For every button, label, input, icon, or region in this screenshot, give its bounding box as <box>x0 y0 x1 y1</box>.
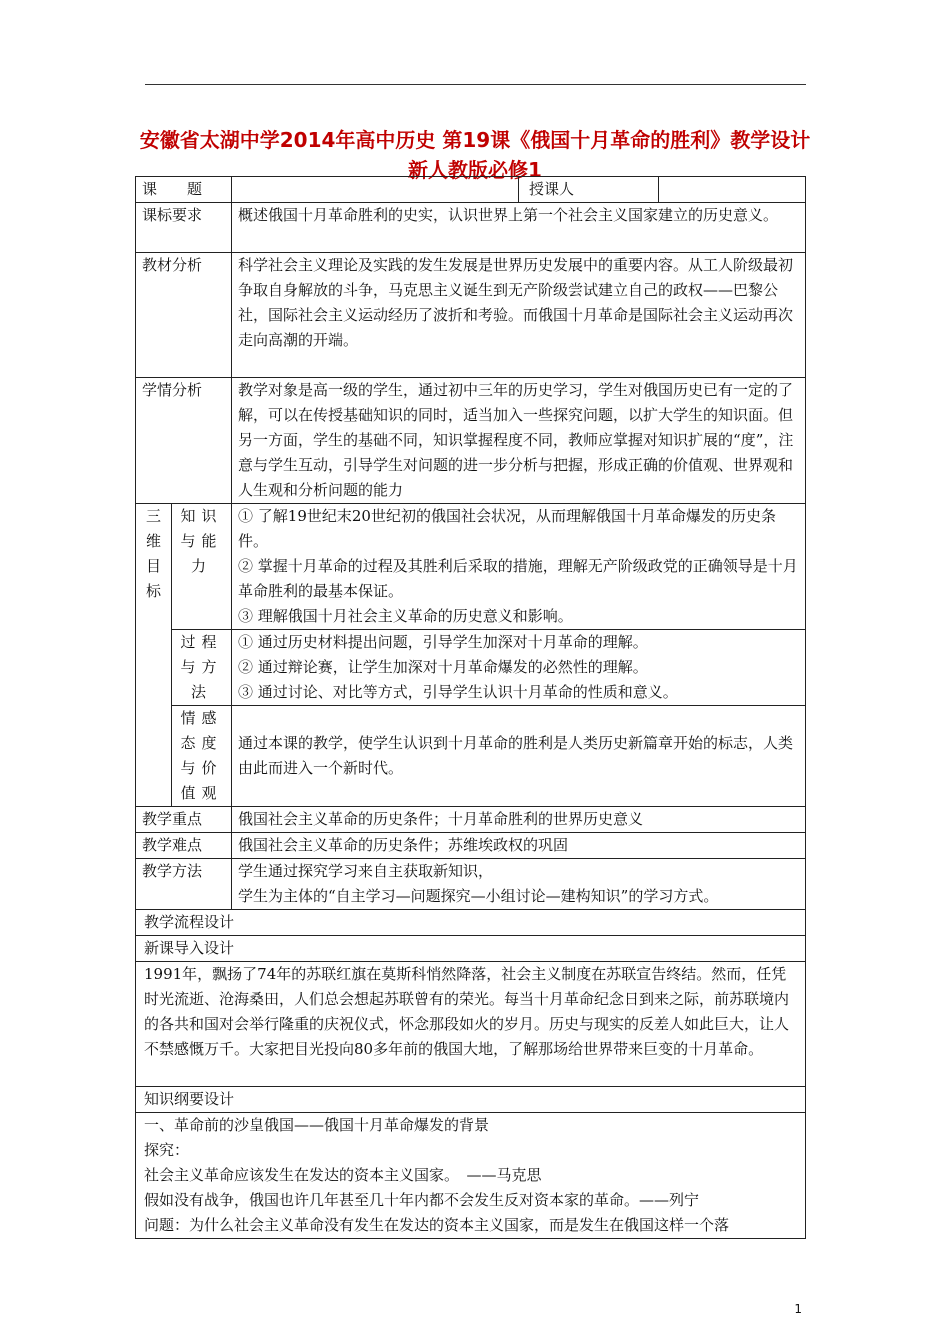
knowledge-item: ② 掌握十月革命的过程及其胜利后采取的措施，理解无产阶级政党的正确领导是十月革命胜利的最基本保证。 <box>238 557 798 600</box>
knowledge-items <box>232 504 806 630</box>
method-lines <box>232 859 806 910</box>
textbook-row <box>136 253 806 378</box>
teacher-value <box>659 177 806 203</box>
process-item: ③ 通过讨论、对比等方式，引导学生认识十月革命的性质和意义。 <box>238 683 678 701</box>
objective-process-row <box>136 630 806 706</box>
students-text: 教学对象是高一级的学生，通过初中三年的历史学习，学生对俄国历史已有一定的了解，可以在传授基础知识的同时，适当加入一些探究问题，以扩大学生的知识面。但另一方面，学生的基础不同，知识掌握程度不同，教师应掌握对知识扩展的“度”，注意与学生互动，引导学生对问题的进一步分析与把握，形成正确的价值观、世界观和人生观和分析问题的能力 <box>232 378 806 504</box>
outline-content <box>136 1113 806 1239</box>
key-point-row <box>136 807 806 833</box>
intro-label: 新课导入设计 <box>136 936 806 962</box>
document-title: 安徽省太湖中学2014年高中历史 第19课《俄国十月革命的胜利》教学设计 新人教版必修1 <box>139 128 811 182</box>
outline-label: 知识纲要设计 <box>136 1087 806 1113</box>
flow-label: 教学流程设计 <box>136 910 806 936</box>
method-line: 学生通过探究学习来自主获取新知识， <box>238 862 494 880</box>
difficulty-text: 俄国社会主义革命的历史条件；苏维埃政权的巩固 <box>232 833 806 859</box>
knowledge-label: 知识与能力 <box>172 504 232 630</box>
outline-label-row <box>136 1087 806 1113</box>
students-label: 学情分析 <box>136 378 232 504</box>
outline-row <box>136 1113 806 1239</box>
process-item: ① 通过历史材料提出问题，引导学生加深对十月革命的理解。 <box>238 633 648 651</box>
curriculum-row <box>136 203 806 253</box>
page-number: 1 <box>794 1302 802 1316</box>
topic-value <box>232 177 519 203</box>
header-rule <box>145 84 806 85</box>
method-label: 教学方法 <box>136 859 232 910</box>
teacher-label: 授课人 <box>519 177 659 203</box>
objective-knowledge-row <box>136 504 806 630</box>
difficulty-row <box>136 833 806 859</box>
lesson-plan-table <box>135 176 806 1239</box>
key-point-text: 俄国社会主义革命的历史条件；十月革命胜利的世界历史意义 <box>232 807 806 833</box>
textbook-text: 科学社会主义理论及实践的发生发展是世界历史发展中的重要内容。从工人阶级最初争取自身解放的斗争，马克思主义诞生到无产阶级尝试建立自己的政权——巴黎公社，国际社会主义运动经历了波折和考验。而俄国十月革命是国际社会主义运动再次走向高潮的开端。 <box>232 253 806 378</box>
intro-text-row <box>136 962 806 1087</box>
outline-line: 社会主义革命应该发生在发达的资本主义国家。 ——马克思 <box>144 1166 542 1184</box>
topic-row <box>136 177 806 203</box>
process-items <box>232 630 806 706</box>
process-label: 过程与方法 <box>172 630 232 706</box>
outline-line: 探究： <box>144 1141 190 1159</box>
emotion-label: 情感态度与价值观 <box>172 706 232 807</box>
knowledge-item: ① 了解19世纪末20世纪初的俄国社会状况，从而理解俄国十月革命爆发的历史条件。 <box>238 507 776 550</box>
curriculum-label: 课标要求 <box>136 203 232 253</box>
key-point-label: 教学重点 <box>136 807 232 833</box>
emotion-text: 通过本课的教学，使学生认识到十月革命的胜利是人类历史新篇章开始的标志，人类由此而进入一个新时代。 <box>232 706 806 807</box>
outline-line: 一、革命前的沙皇俄国——俄国十月革命爆发的背景 <box>144 1116 490 1134</box>
textbook-label: 教材分析 <box>136 253 232 378</box>
intro-text: 1991年，飘扬了74年的苏联红旗在莫斯科悄然降落，社会主义制度在苏联宣告终结。然而，任凭时光流逝、沧海桑田，人们总会想起苏联曾有的荣光。每当十月革命纪念日到来之际，前苏联境内的各共和国对会举行隆重的庆祝仪式，怀念那段如火的岁月。历史与现实的反差人如此巨大，让人不禁感慨万千。大家把目光投向80多年前的俄国大地，了解那场给世界带来巨变的十月革命。 <box>136 962 806 1087</box>
students-row <box>136 378 806 504</box>
difficulty-label: 教学难点 <box>136 833 232 859</box>
method-row <box>136 859 806 910</box>
outline-line: 问题：为什么社会主义革命没有发生在发达的资本主义国家，而是发生在俄国这样一个落 <box>144 1216 730 1234</box>
method-line: 学生为主体的“自主学习—问题探究—小组讨论—建构知识”的学习方式。 <box>238 887 719 905</box>
objectives-label: 三维目标 <box>136 504 172 807</box>
objective-emotion-row <box>136 706 806 807</box>
process-item: ② 通过辩论赛，让学生加深对十月革命爆发的必然性的理解。 <box>238 658 648 676</box>
intro-label-row <box>136 936 806 962</box>
curriculum-text: 概述俄国十月革命胜利的史实，认识世界上第一个社会主义国家建立的历史意义。 <box>232 203 806 253</box>
outline-line: 假如没有战争，俄国也许几年甚至几十年内都不会发生反对资本家的革命。——列宁 <box>144 1191 700 1209</box>
topic-label: 课 题 <box>136 177 232 203</box>
knowledge-item: ③ 理解俄国十月社会主义革命的历史意义和影响。 <box>238 607 573 625</box>
flow-row <box>136 910 806 936</box>
